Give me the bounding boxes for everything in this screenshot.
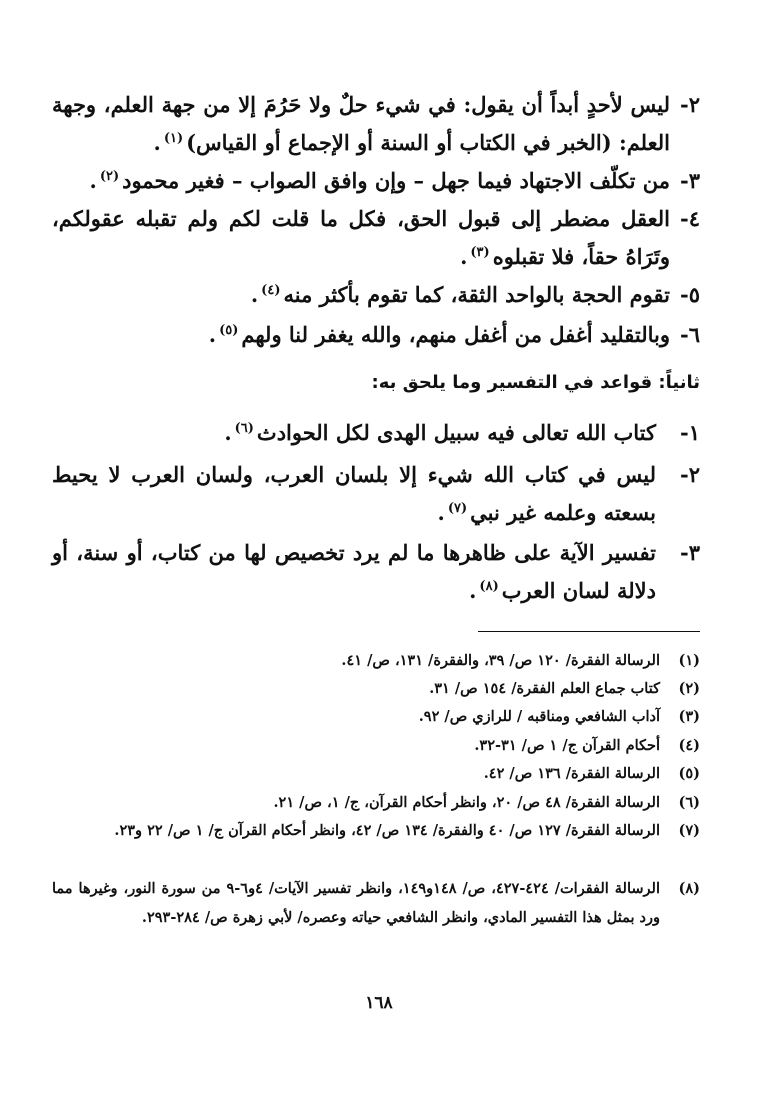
item-body: ليس في كتاب الله شيء إلا بلسان العرب، ولسان العرب لا يحيط بسعته وعلمه غير نبي xyxy=(52,462,656,525)
footnote-number: (٤) xyxy=(678,737,700,754)
rule-item-2 xyxy=(52,86,700,162)
item-text xyxy=(52,200,670,276)
rule-item-4 xyxy=(52,200,700,276)
tafsir-item-3 xyxy=(52,534,700,610)
footnote-2 xyxy=(52,674,700,703)
item-body: ليس لأحدٍ أبداً أن يقول: في شيء حلٌ ولا حَرُمَ إلا من جهة العلم، وجهة العلم: (الخبر في الكتاب أو السنة أو الإجماع أو القياس) xyxy=(52,92,670,155)
item-number: ٢- xyxy=(680,462,700,487)
footnote-text: الرسالة الفقرة/ ١٣٦ ص/ ٤٢. xyxy=(483,765,660,782)
item-number: ٢- xyxy=(680,92,700,117)
rule-item-6 xyxy=(52,316,700,354)
tafsir-item-1 xyxy=(52,414,700,452)
footnote-text: كتاب جماع العلم الفقرة/ ١٥٤ ص/ ٣١. xyxy=(429,680,660,697)
item-text xyxy=(52,534,656,610)
item-text xyxy=(52,414,656,452)
item-body: وبالتقليد أغفل من أغفل منهم، والله يغفر لنا ولهم xyxy=(241,322,670,347)
item-end: . xyxy=(224,420,232,445)
item-body: كتاب الله تعالى فيه سبيل الهدى لكل الحوادث xyxy=(256,420,656,445)
tafsir-item-2 xyxy=(52,456,700,532)
page-number: ١٦٨ xyxy=(365,993,393,1013)
footnote-text: آداب الشافعي ومناقبه / للرازي ص/ ٩٢. xyxy=(418,708,660,725)
rule-item-3 xyxy=(52,162,700,200)
item-number: ٦- xyxy=(680,322,700,347)
item-body: من تكلّف الاجتهاد فيما جهل – وإن وافق الصواب – فغير محمود xyxy=(122,168,670,193)
item-text xyxy=(52,162,670,200)
footnote-ref[interactable]: (١) xyxy=(163,131,184,146)
footnote-ref[interactable]: (٣) xyxy=(470,245,490,260)
item-end: . xyxy=(89,168,97,193)
footnote-ref[interactable]: (٦) xyxy=(234,421,254,436)
item-end: . xyxy=(208,322,217,347)
footnote-number: (٧) xyxy=(678,822,700,839)
footnote-number: (٣) xyxy=(678,708,700,725)
footnote-number: (٥) xyxy=(678,765,700,782)
item-number: ٤- xyxy=(680,206,700,231)
footnote-ref[interactable]: (٧) xyxy=(447,501,468,516)
footnote-6 xyxy=(52,788,700,817)
item-end: . xyxy=(250,282,259,307)
item-text xyxy=(52,456,656,532)
footnote-8 xyxy=(52,874,700,932)
item-number: ٣- xyxy=(680,168,700,193)
footnote-text: أحكام القرآن ج/ ١ ص/ ٣١-٣٢. xyxy=(474,737,660,754)
footnote-5 xyxy=(52,759,700,788)
item-end: . xyxy=(437,500,445,525)
item-body: تقوم الحجة بالواحد الثقة، كما تقوم بأكثر منه xyxy=(283,282,670,307)
footnote-text: الرسالة الفقرات/ ٤٢٤-٤٢٧، ص/ ١٤٨و١٤٩، وانظر تفسير الآيات/ ٤و٦-٩ من سورة النور، وغيرها مما ورد بمثل هذا التفسير المادي، وانظر الشافعي حياته وعصره/ لأبي زهرة ص/ ٢٨٤-٢٩٣. xyxy=(52,880,660,926)
footnote-ref[interactable]: (٥) xyxy=(219,323,239,338)
footnote-number: (٢) xyxy=(678,680,700,697)
section-heading: ثانياً: قواعد في التفسير وما يلحق به: xyxy=(371,372,700,393)
footnote-number: (٨) xyxy=(678,880,700,897)
footnote-text: الرسالة الفقرة/ ١٢٠ ص/ ٣٩، والفقرة/ ١٣١، ص/ ٤١. xyxy=(341,652,660,669)
footnote-3 xyxy=(52,702,700,731)
footnote-7 xyxy=(52,816,700,845)
item-body: تفسير الآية على ظاهرها ما لم يرد تخصيص لها من كتاب، أو سنة، أو دلالة لسان العرب xyxy=(52,540,656,603)
footnote-number: (٦) xyxy=(678,794,700,811)
item-end: . xyxy=(469,578,477,603)
item-number: ٥- xyxy=(680,282,700,307)
footnote-ref[interactable]: (٨) xyxy=(479,579,499,594)
item-body: العقل مضطر إلى قبول الحق، فكل ما قلت لكم ولم تقبله عقولكم، وتَرَاهُ حقاً، فلا تقبلوه xyxy=(52,206,670,269)
footnote-1 xyxy=(52,646,700,675)
footnote-4 xyxy=(52,731,700,760)
footnote-text: الرسالة الفقرة/ ٤٨ ص/ ٢٠، وانظر أحكام القرآن، ج/ ١، ص/ ٢١. xyxy=(273,794,660,811)
item-end: . xyxy=(153,130,161,155)
footnote-text: الرسالة الفقرة/ ١٢٧ ص/ ٤٠ والفقرة/ ١٣٤ ص/ ٤٢، وانظر أحكام القرآن ج/ ١ ص/ ٢٢ و٢٣. xyxy=(114,822,660,839)
item-number: ٣- xyxy=(680,540,700,565)
footnote-number: (١) xyxy=(678,652,700,669)
rule-item-5 xyxy=(52,276,700,314)
item-text xyxy=(52,316,670,354)
item-text xyxy=(52,276,670,314)
item-text xyxy=(52,86,670,162)
footnote-separator xyxy=(478,631,700,632)
footnote-ref[interactable]: (٤) xyxy=(261,283,281,298)
footnote-ref[interactable]: (٢) xyxy=(99,169,120,184)
item-end: . xyxy=(460,244,468,269)
item-number: ١- xyxy=(680,420,700,445)
